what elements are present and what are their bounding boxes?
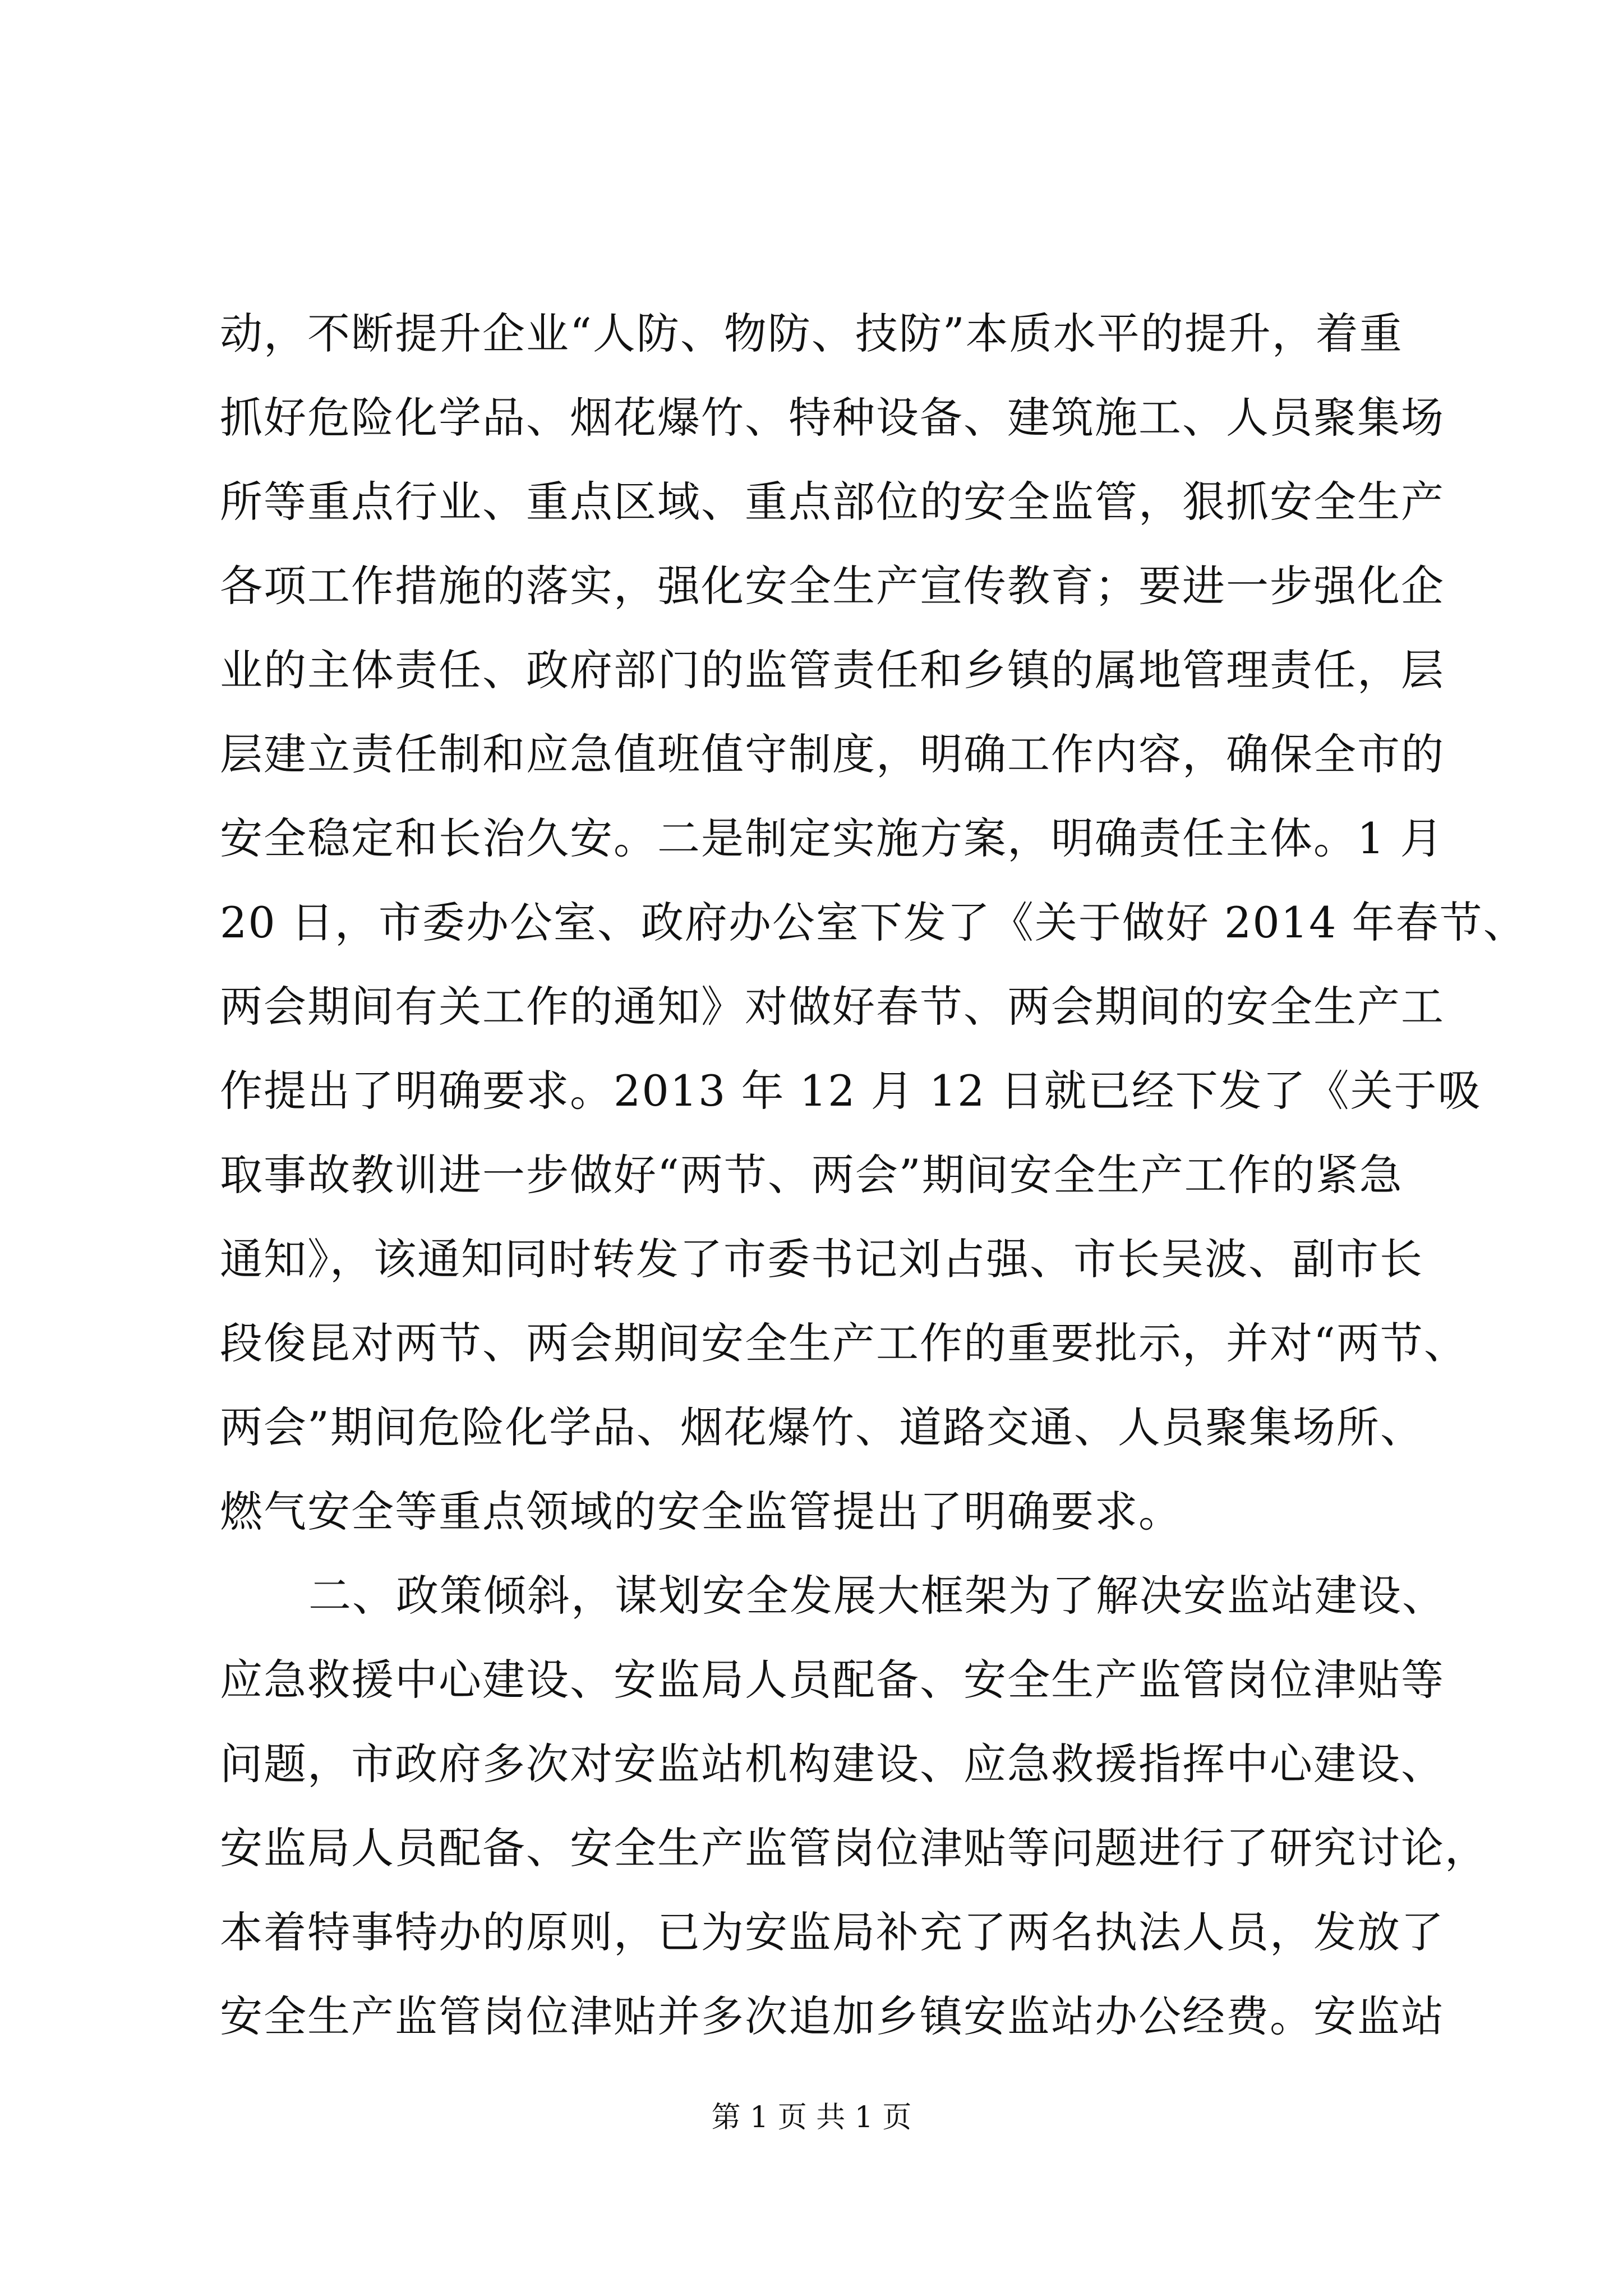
text-line: 安全稳定和长治久安。二是制定实施方案，明确责任主体。1 月 [220, 813, 1444, 863]
text-line: 20 日，市委办公室、政府办公室下发了《关于做好 2014 年春节、 [220, 898, 1527, 947]
document-body [220, 292, 1527, 2059]
text-line: 取事故教训进一步做好“两节、两会”期间安全生产工作的紧急 [220, 1150, 1403, 1200]
text-line: 抓好危险化学品、烟花爆竹、特种设备、建筑施工、人员聚集场 [220, 393, 1445, 443]
text-line: 各项工作措施的落实，强化安全生产宣传教育；要进一步强化企 [220, 561, 1445, 611]
text-line: 所等重点行业、重点区域、重点部位的安全监管，狠抓安全生产 [220, 477, 1445, 527]
text-line: 层建立责任制和应急值班值守制度，明确工作内容，确保全市的 [220, 729, 1445, 779]
text-line: 本着特事特办的原则，已为安监局补充了两名执法人员，发放了 [220, 1907, 1445, 1957]
page-number-footer: 第 1 页 共 1 页 [711, 2101, 912, 2134]
text-line: 段俊昆对两节、两会期间安全生产工作的重要批示，并对“两节、 [220, 1318, 1468, 1368]
text-line: 作提出了明确要求。2013 年 12 月 12 日就已经下发了《关于吸 [220, 1066, 1482, 1116]
text-line: 业的主体责任、政府部门的监管责任和乡镇的属地管理责任，层 [220, 645, 1445, 695]
section-heading-line: 二、政策倾斜，谋划安全发展大框架为了解决安监站建设、 [308, 1571, 1446, 1621]
text-line: 两会”期间危险化学品、烟花爆竹、道路交通、人员聚集场所、 [220, 1402, 1424, 1452]
text-line: 动，不断提升企业“人防、物防、技防”本质水平的提升，着重 [220, 309, 1403, 358]
text-line: 两会期间有关工作的通知》对做好春节、两会期间的安全生产工 [220, 982, 1445, 1032]
text-line: 应急救援中心建设、安监局人员配备、安全生产监管岗位津贴等 [220, 1655, 1445, 1705]
text-line: 安全生产监管岗位津贴并多次追加乡镇安监站办公经费。安监站 [220, 1991, 1445, 2041]
text-line: 安监局人员配备、安全生产监管岗位津贴等问题进行了研究讨论， [220, 1823, 1488, 1873]
text-line: 燃气安全等重点领域的安全监管提出了明确要求。 [220, 1487, 1182, 1536]
text-line: 通知》，该通知同时转发了市委书记刘占强、市长吴波、副市长 [220, 1234, 1423, 1284]
text-line: 问题，市政府多次对安监站机构建设、应急救援指挥中心建设、 [220, 1739, 1445, 1789]
